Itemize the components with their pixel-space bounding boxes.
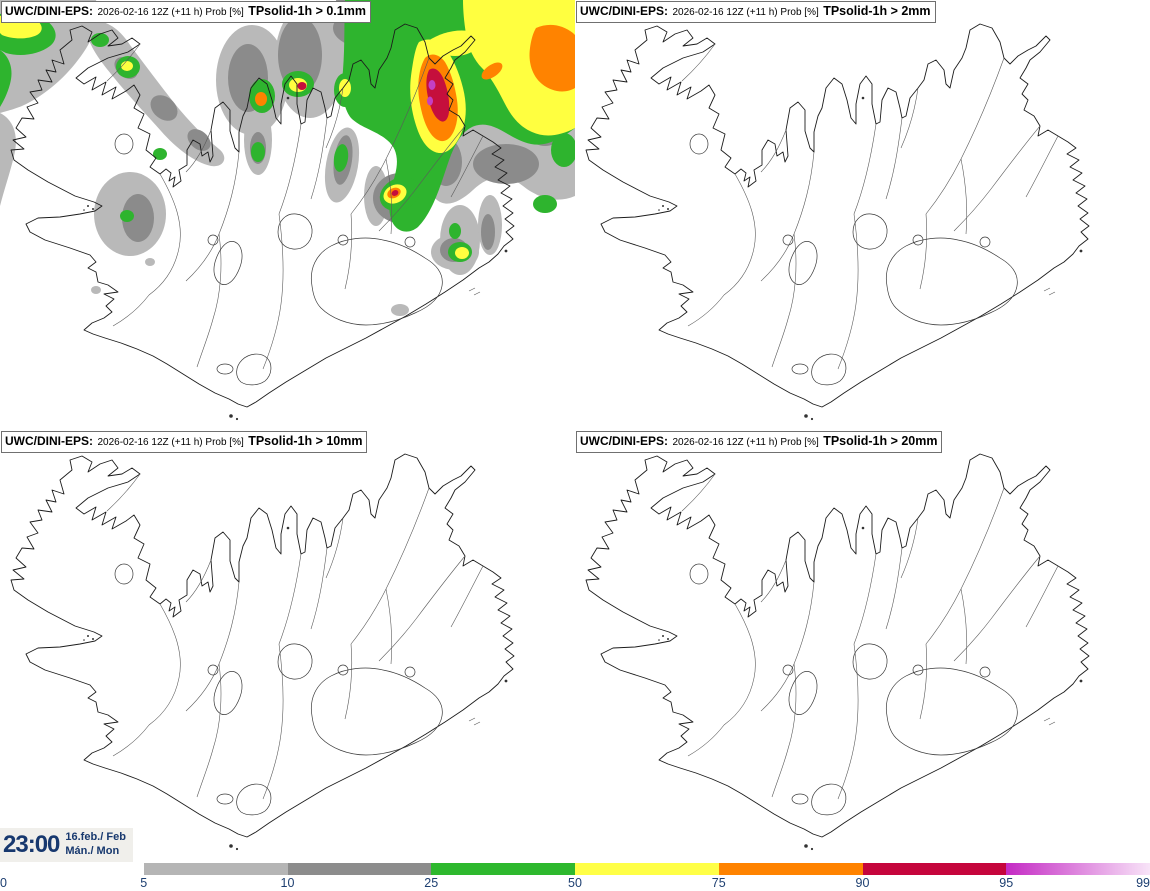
colorbar-tick-label: 75 <box>711 876 726 890</box>
panel-title <box>576 1 936 23</box>
run-info: 2026-02-16 12Z (+11 h) Prob [%] <box>672 437 819 448</box>
model-name: UWC/DINI-EPS: <box>5 434 93 448</box>
colorbar-tick-label: 10 <box>280 876 295 890</box>
run-info: 2026-02-16 12Z (+11 h) Prob [%] <box>672 7 819 18</box>
valid-day-line: Mán./ Mon <box>65 845 120 857</box>
colorbar-tick-label: 50 <box>568 876 582 890</box>
colorbar-tick-label: 5 <box>140 876 148 890</box>
colorbar-segment <box>0 863 144 875</box>
valid-date-line: 16.feb./ Feb <box>65 831 126 844</box>
probability-colorbar <box>0 863 1150 891</box>
iceland-map-20mm <box>575 430 1150 860</box>
colorbar-segment <box>431 863 575 875</box>
valid-time-box <box>0 828 133 862</box>
model-name: UWC/DINI-EPS: <box>5 4 93 18</box>
panel-tpsolid-20mm <box>575 430 1150 860</box>
run-info: 2026-02-16 12Z (+11 h) Prob [%] <box>97 437 244 448</box>
colorbar-tick-label: 90 <box>855 876 870 890</box>
panel-tpsolid-0.1mm <box>0 0 575 430</box>
model-name: UWC/DINI-EPS: <box>580 434 668 448</box>
colorbar-segment <box>719 863 863 875</box>
param-threshold: TPsolid-1h > 10mm <box>248 434 363 448</box>
param-threshold: TPsolid-1h > 2mm <box>823 4 931 18</box>
probability-overlay <box>0 0 575 316</box>
model-name: UWC/DINI-EPS: <box>580 4 668 18</box>
colorbar-segment <box>575 863 719 875</box>
iceland-map-2mm <box>575 0 1150 430</box>
valid-time: 23:00 <box>3 831 60 858</box>
colorbar-segments <box>0 863 1150 875</box>
colorbar-tick-label: 95 <box>999 876 1014 890</box>
colorbar-segment <box>863 863 1007 875</box>
valid-date <box>65 831 126 859</box>
panel-title <box>1 1 371 23</box>
colorbar-tick-label: 0 <box>0 876 7 890</box>
colorbar-tick-label: 99 <box>1136 876 1150 890</box>
panel-title <box>1 431 367 453</box>
panel-tpsolid-2mm <box>575 0 1150 430</box>
panel-tpsolid-10mm <box>0 430 575 860</box>
iceland-map-10mm <box>0 430 575 860</box>
colorbar-tick-label: 25 <box>424 876 439 890</box>
panel-title <box>576 431 942 453</box>
colorbar-segment <box>1006 863 1150 875</box>
param-threshold: TPsolid-1h > 20mm <box>823 434 938 448</box>
run-info: 2026-02-16 12Z (+11 h) Prob [%] <box>97 7 244 18</box>
iceland-map-0.1mm <box>0 0 575 430</box>
colorbar-segment <box>288 863 432 875</box>
param-threshold: TPsolid-1h > 0.1mm <box>248 4 366 18</box>
colorbar-segment <box>144 863 288 875</box>
